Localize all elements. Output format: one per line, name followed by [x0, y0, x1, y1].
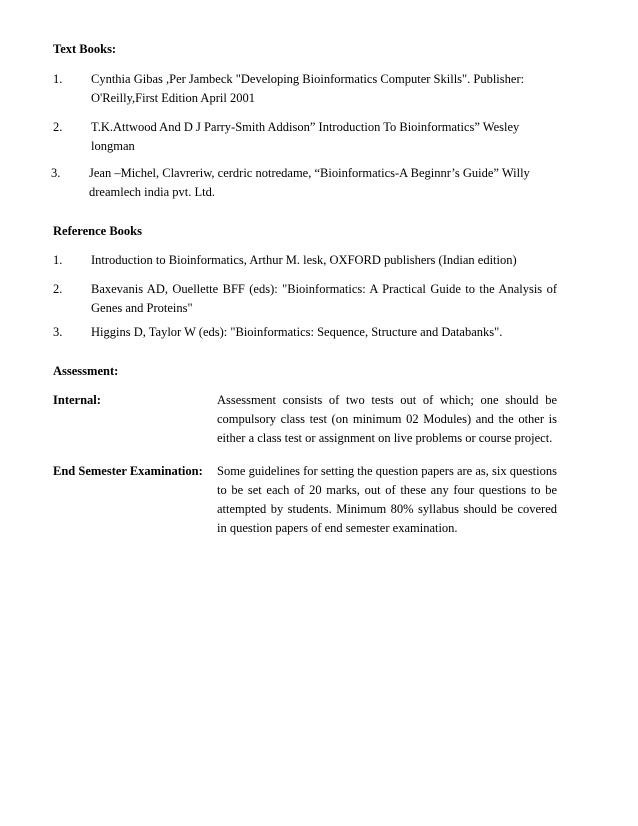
item-text: Jean –Michel, Clavreriw, cerdric notredame, “Bioinformatics-A Beginnr’s Guide” Willy dreamlech india pvt. Ltd. — [89, 166, 530, 199]
internal-description: Assessment consists of two tests out of which; one should be compulsory class test (on minimum 02 Modules) and the other is either a class test or assignment on live problems or course project. — [217, 393, 557, 445]
item-text: Cynthia Gibas ,Per Jambeck "Developing Bioinformatics Computer Skills". Publisher: O'Reilly,First Edition April 2001 — [91, 72, 525, 105]
item-text: Introduction to Bioinformatics, Arthur M. lesk, OXFORD publishers (Indian edition) — [91, 253, 517, 267]
assessment-heading: Assessment: — [53, 364, 119, 378]
reference-book-item — [53, 323, 563, 342]
end-semester-description: Some guidelines for setting the question papers are as, six questions to be set each of 20 marks, out of these any four questions to be attempted by students. Minimum 80% syllabus should be covered in question papers of end semester examination. — [217, 464, 557, 535]
item-text: Baxevanis AD, Ouellette BFF (eds): "Bioinformatics: A Practical Guide to the Analysis of Genes and Proteins" — [91, 282, 557, 315]
end-semester-label: End Semester Examination: — [53, 464, 203, 478]
item-number: 2. — [53, 282, 63, 296]
text-book-item — [53, 70, 563, 108]
reference-book-item — [53, 280, 563, 318]
internal-label: Internal: — [53, 393, 101, 407]
item-text: Higgins D, Taylor W (eds): "Bioinformatics: Sequence, Structure and Databanks". — [91, 325, 503, 339]
item-number: 3. — [51, 166, 61, 180]
item-number: 3. — [53, 325, 63, 339]
reference-book-item — [53, 251, 563, 270]
item-number: 2. — [53, 120, 63, 134]
text-books-heading: Text Books: — [53, 42, 117, 56]
text-book-item — [53, 118, 563, 156]
item-number: 1. — [53, 253, 63, 267]
text-book-item — [53, 164, 563, 202]
reference-books-heading: Reference Books — [53, 224, 142, 238]
item-number: 1. — [53, 72, 63, 86]
item-text: T.K.Attwood And D J Parry-Smith Addison” Introduction To Bioinformatics” Wesley longman — [91, 120, 520, 153]
